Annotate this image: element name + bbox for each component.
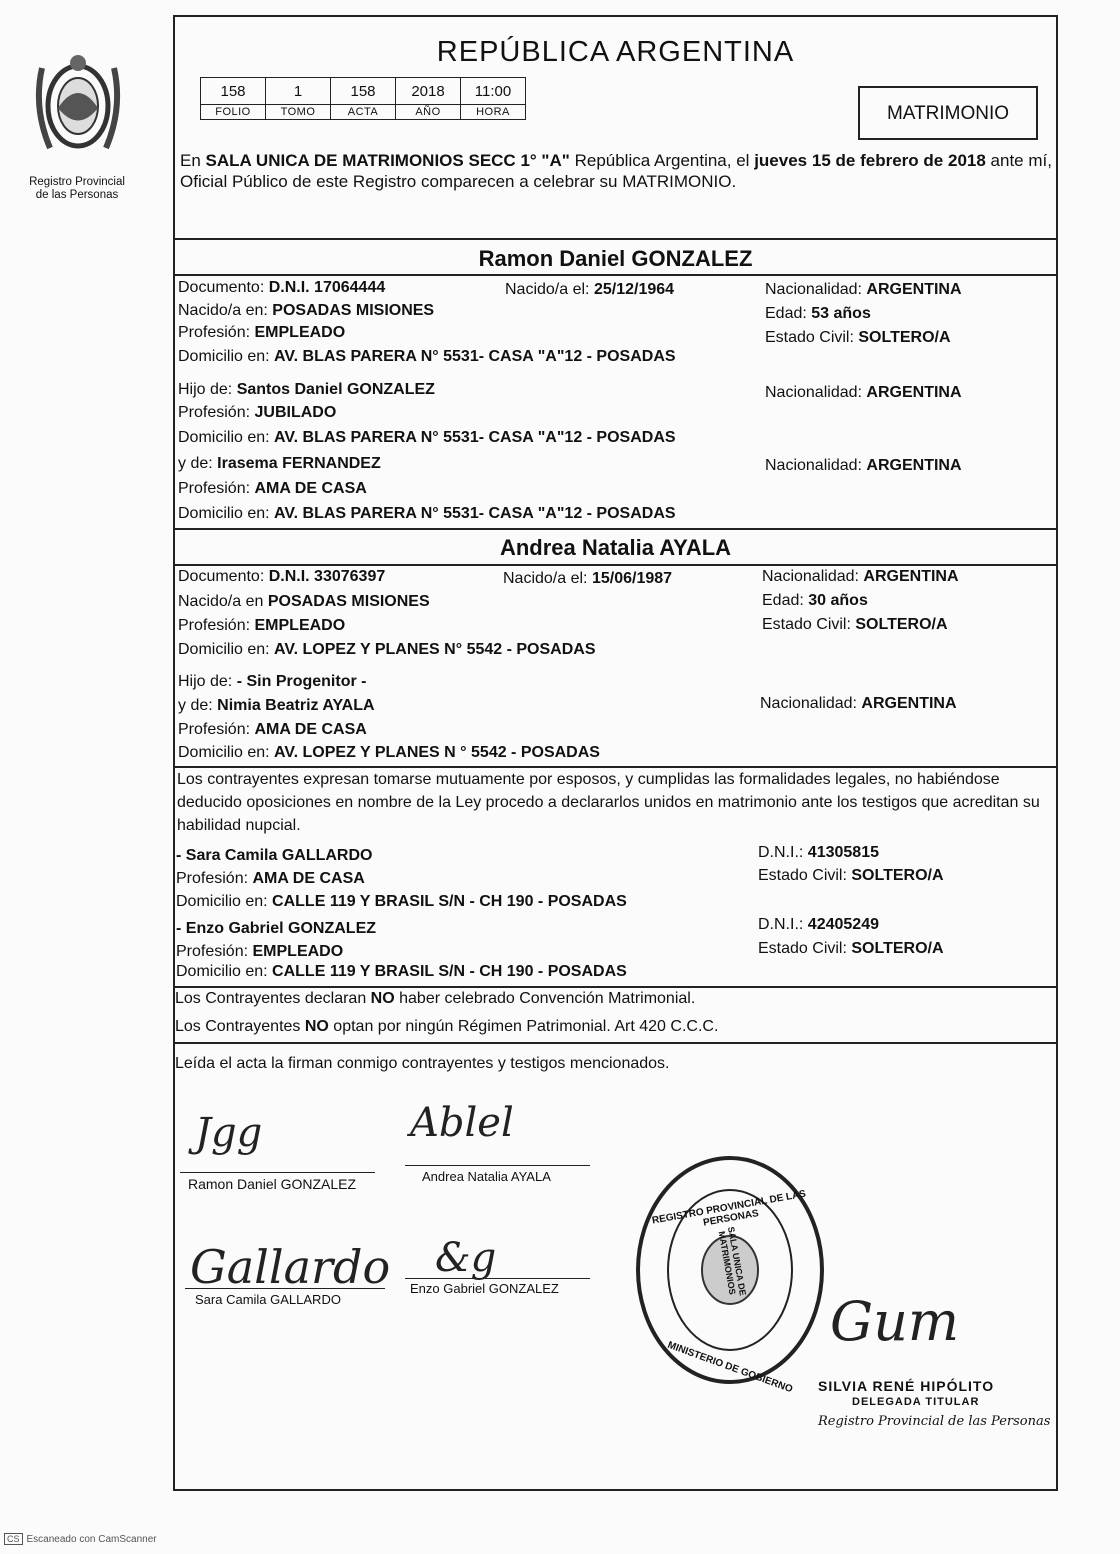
novia-profesion: Profesión: EMPLEADO: [178, 617, 346, 634]
novia-nacionalidad: Nacionalidad: ARGENTINA: [762, 568, 959, 585]
regimen-line: Los Contrayentes NO optan por ningún Régimen Patrimonial. Art 420 C.C.C.: [175, 1018, 719, 1035]
testigo2-profesion: Profesión: EMPLEADO: [176, 943, 344, 960]
stamp-bottom-text: MINISTERIO DE GOBIERNO: [665, 1339, 795, 1396]
convencion-line: Los Contrayentes declaran NO haber celebrado Convención Matrimonial.: [175, 990, 696, 1007]
tomo-label: TOMO: [266, 105, 331, 120]
novia-documento: Documento: D.N.I. 33076397: [178, 568, 386, 585]
testigo1-profesion: Profesión: AMA DE CASA: [176, 870, 365, 887]
novio-nacionalidad: Nacionalidad: ARGENTINA: [765, 281, 962, 298]
novia-nacido-el: Nacido/a el: 15/06/1987: [503, 570, 673, 587]
novio-padre-nacionalidad: Nacionalidad: ARGENTINA: [765, 384, 962, 401]
signature-line: [185, 1288, 385, 1289]
novio-documento: Documento: D.N.I. 17064444: [178, 279, 386, 296]
intro-paragraph: En SALA UNICA DE MATRIMONIOS SECC 1° "A" República Argentina, el jueves 15 de febrero de 2018 ante mí, Oficial Público de este Registro comparecen a celebrar su MATRIMONIO.: [180, 151, 1052, 191]
firma-novia: Andrea Natalia AYALA: [422, 1169, 551, 1184]
oficial-registro: Registro Provincial de las Personas: [818, 1414, 1051, 1429]
testigo1-domicilio: Domicilio en: CALLE 119 Y BRASIL S/N - CH 190 - POSADAS: [176, 893, 627, 910]
folio-label: FOLIO: [201, 105, 266, 120]
oficial-name: SILVIA RENÉ HIPÓLITO: [818, 1378, 995, 1394]
novia-madre-domicilio: Domicilio en: AV. LOPEZ Y PLANES N ° 5542 - POSADAS: [178, 744, 600, 761]
novia-madre: y de: Nimia Beatriz AYALA: [178, 697, 375, 714]
testigo1-dni: D.N.I.: 41305815: [758, 844, 879, 861]
ano-value: 2018: [396, 78, 461, 105]
ano-label: AÑO: [396, 105, 461, 120]
novio-nacido-en: Nacido/a en: POSADAS MISIONES: [178, 302, 435, 319]
logo-caption: Registro Provincial de las Personas: [29, 176, 125, 201]
novio-padre-domicilio: Domicilio en: AV. BLAS PARERA N° 5531- CASA "A"12 - POSADAS: [178, 429, 676, 446]
scanner-watermark: CS Escaneado con CamScanner: [4, 1533, 157, 1545]
novia-domicilio: Domicilio en: AV. LOPEZ Y PLANES N° 5542 - POSADAS: [178, 641, 596, 658]
divider: [173, 274, 1058, 276]
signature-scribble-icon: Ablel: [410, 1100, 514, 1146]
novio-edad: Edad: 53 años: [765, 305, 871, 322]
novio-estado-civil: Estado Civil: SOLTERO/A: [765, 329, 951, 346]
novia-nacido-en: Nacido/a en POSADAS MISIONES: [178, 593, 430, 610]
novio-madre-domicilio: Domicilio en: AV. BLAS PARERA N° 5531- CASA "A"12 - POSADAS: [178, 505, 676, 522]
signature-scribble-icon: Gallardo: [190, 1240, 391, 1294]
stamp-outer-text: REGISTRO PROVINCIAL DE LAS PERSONAS: [651, 1188, 807, 1229]
testigo2-dni: D.N.I.: 42405249: [758, 916, 879, 933]
tipo-acta-box: MATRIMONIO: [858, 86, 1038, 140]
testigo1-estado-civil: Estado Civil: SOLTERO/A: [758, 867, 944, 884]
hora-label: HORA: [461, 105, 526, 120]
novia-padre: Hijo de: - Sin Progenitor -: [178, 673, 367, 690]
signature-scribble-icon: Jgg: [195, 1110, 263, 1156]
signature-line: [180, 1172, 375, 1173]
novio-madre-nacionalidad: Nacionalidad: ARGENTINA: [765, 457, 962, 474]
novio-madre-profesion: Profesión: AMA DE CASA: [178, 480, 367, 497]
oficial-cargo: DELEGADA TITULAR: [852, 1396, 980, 1408]
firma-novio: Ramon Daniel GONZALEZ: [188, 1176, 357, 1192]
novio-padre: Hijo de: Santos Daniel GONZALEZ: [178, 381, 435, 398]
divider: [173, 528, 1058, 530]
declaracion-paragraph: Los contrayentes expresan tomarse mutuamente por esposos, y cumplidas las formalidades legales, no habiéndose deducido oposiciones en nombre de la Ley procedo a declararlos unidos en matrimonio ante los testigos que acreditan su habilidad nupcial.: [177, 771, 1040, 834]
stamp-inner-text: SALA UNICA DE MATRIMONIOS: [716, 1225, 748, 1297]
novio-name: Ramon Daniel GONZALEZ: [478, 246, 753, 271]
divider: [173, 986, 1058, 988]
divider: [173, 1042, 1058, 1044]
registro-table: [200, 77, 526, 120]
testigo1-name: - Sara Camila GALLARDO: [176, 847, 373, 864]
misiones-coat-of-arms-icon: [28, 38, 128, 173]
signature-line: [405, 1165, 590, 1166]
novio-domicilio: Domicilio en: AV. BLAS PARERA N° 5531- CASA "A"12 - POSADAS: [178, 348, 676, 365]
leida-line: Leída el acta la firman conmigo contrayentes y testigos mencionados.: [175, 1055, 670, 1072]
novia-estado-civil: Estado Civil: SOLTERO/A: [762, 616, 948, 633]
divider: [173, 564, 1058, 566]
page-title: REPÚBLICA ARGENTINA: [436, 36, 795, 68]
signature-scribble-icon: &g: [435, 1235, 497, 1281]
firma-testigo2: Enzo Gabriel GONZALEZ: [410, 1281, 559, 1296]
hora-value: 11:00: [461, 78, 526, 105]
novia-madre-profesion: Profesión: AMA DE CASA: [178, 721, 367, 738]
novia-name: Andrea Natalia AYALA: [499, 535, 732, 560]
novia-madre-nacionalidad: Nacionalidad: ARGENTINA: [760, 695, 957, 712]
folio-value: 158: [201, 78, 266, 105]
novio-nacido-el: Nacido/a el: 25/12/1964: [505, 281, 675, 298]
divider: [173, 238, 1058, 240]
testigo2-domicilio: Domicilio en: CALLE 119 Y BRASIL S/N - CH 190 - POSADAS: [176, 963, 627, 980]
firma-testigo1: Sara Camila GALLARDO: [195, 1292, 341, 1307]
acta-value: 158: [331, 78, 396, 105]
novia-edad: Edad: 30 años: [762, 592, 868, 609]
signature-scribble-icon: Gum: [830, 1290, 960, 1353]
novio-padre-profesion: Profesión: JUBILADO: [178, 404, 337, 421]
testigo2-estado-civil: Estado Civil: SOLTERO/A: [758, 940, 944, 957]
novio-madre: y de: Irasema FERNANDEZ: [178, 455, 381, 472]
tomo-value: 1: [266, 78, 331, 105]
testigo2-name: - Enzo Gabriel GONZALEZ: [176, 920, 377, 937]
acta-label: ACTA: [331, 105, 396, 120]
signature-line: [405, 1278, 590, 1279]
novio-profesion: Profesión: EMPLEADO: [178, 324, 346, 341]
